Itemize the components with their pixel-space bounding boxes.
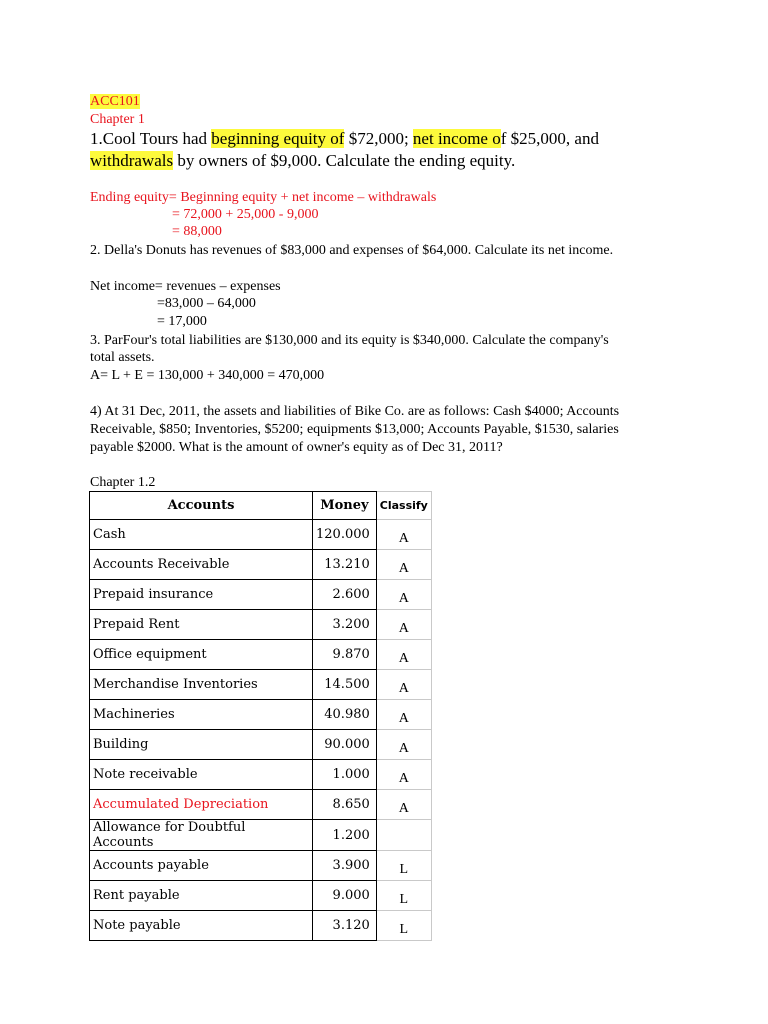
classify-cell: A (376, 520, 431, 550)
account-cell: Accounts Receivable (90, 550, 313, 580)
question-2: 2. Della's Donuts has revenues of $83,000 and expenses of $64,000. Calculate its net income. (90, 243, 614, 258)
table-row (90, 700, 432, 730)
header-money: Money (313, 492, 377, 520)
classify-cell: A (376, 670, 431, 700)
money-cell: 14.500 (313, 670, 377, 700)
table-header-row (90, 492, 432, 520)
answer-2-result: = 17,000 (157, 314, 207, 329)
account-cell: Cash (90, 520, 313, 550)
question-4-line-1: 4) At 31 Dec, 2011, the assets and liabilities of Bike Co. are as follows: Cash $4000; Accounts (90, 404, 620, 419)
classify-cell: A (376, 760, 431, 790)
money-cell: 3.120 (313, 911, 377, 941)
account-cell: Accumulated Depreciation (90, 790, 313, 820)
classify-cell: L (376, 911, 431, 941)
money-cell: 40.980 (313, 700, 377, 730)
classify-cell: A (376, 790, 431, 820)
money-cell: 9.870 (313, 640, 377, 670)
answer-1-substitution: = 72,000 + 25,000 - 9,000 (172, 207, 319, 222)
answer-1-formula: Ending equity= Beginning equity + net income – withdrawals (90, 190, 437, 205)
answer-2-substitution: =83,000 – 64,000 (157, 296, 256, 311)
chapter-heading: Chapter 1 (90, 112, 145, 127)
money-cell: 9.000 (313, 881, 377, 911)
header-accounts: Accounts (90, 492, 313, 520)
table-row (90, 881, 432, 911)
table-row (90, 550, 432, 580)
account-cell: Rent payable (90, 881, 313, 911)
classify-cell: A (376, 580, 431, 610)
account-cell: Machineries (90, 700, 313, 730)
header-classify: Classify (376, 492, 431, 520)
answer-2-formula: Net income= revenues – expenses (90, 279, 281, 294)
money-cell: 120.000 (313, 520, 377, 550)
table-row (90, 670, 432, 700)
account-cell: Allowance for Doubtful Accounts (90, 820, 313, 851)
answer-3: A= L + E = 130,000 + 340,000 = 470,000 (90, 368, 325, 383)
question-4-line-3: payable $2000. What is the amount of owner's equity as of Dec 31, 2011? (90, 440, 503, 455)
question-1-line-1: 1.Cool Tours had beginning equity of $72,000; net income of $25,000, and (90, 129, 599, 148)
money-cell: 8.650 (313, 790, 377, 820)
account-cell: Prepaid insurance (90, 580, 313, 610)
account-cell: Merchandise Inventories (90, 670, 313, 700)
accounts-table (89, 491, 432, 941)
money-cell: 1.200 (313, 820, 377, 851)
table-row (90, 640, 432, 670)
table-row (90, 820, 432, 851)
classify-cell: A (376, 610, 431, 640)
table-row (90, 790, 432, 820)
classify-cell: A (376, 640, 431, 670)
classify-cell: L (376, 881, 431, 911)
table-row (90, 760, 432, 790)
money-cell: 90.000 (313, 730, 377, 760)
table-row (90, 520, 432, 550)
classify-cell: A (376, 730, 431, 760)
table-row (90, 730, 432, 760)
classify-cell: L (376, 851, 431, 881)
table-row (90, 610, 432, 640)
classify-cell (376, 820, 431, 851)
classify-cell: A (376, 700, 431, 730)
chapter-1-2-heading: Chapter 1.2 (90, 475, 156, 490)
question-4-line-2: Receivable, $850; Inventories, $5200; equipments $13,000; Accounts Payable, $1530, salaries (90, 422, 619, 437)
account-cell: Accounts payable (90, 851, 313, 881)
account-cell: Building (90, 730, 313, 760)
money-cell: 13.210 (313, 550, 377, 580)
table-row (90, 580, 432, 610)
account-cell: Prepaid Rent (90, 610, 313, 640)
highlight-net-income: net income o (412, 129, 501, 148)
question-3-line-1: 3. ParFour's total liabilities are $130,000 and its equity is $340,000. Calculate the company's (90, 333, 609, 348)
question-3-line-2: total assets. (90, 350, 155, 365)
account-cell: Note receivable (90, 760, 313, 790)
question-1-line-2: withdrawals by owners of $9,000. Calculate the ending equity. (90, 151, 516, 170)
money-cell: 2.600 (313, 580, 377, 610)
account-cell: Note payable (90, 911, 313, 941)
money-cell: 3.200 (313, 610, 377, 640)
highlight-beginning-equity: beginning equity of (211, 129, 345, 148)
table-row (90, 851, 432, 881)
highlight-withdrawals: withdrawals (90, 151, 174, 170)
answer-1-result: = 88,000 (172, 224, 222, 239)
table-row (90, 911, 432, 941)
money-cell: 3.900 (313, 851, 377, 881)
money-cell: 1.000 (313, 760, 377, 790)
account-cell: Office equipment (90, 640, 313, 670)
course-code: ACC101 (90, 94, 140, 109)
classify-cell: A (376, 550, 431, 580)
